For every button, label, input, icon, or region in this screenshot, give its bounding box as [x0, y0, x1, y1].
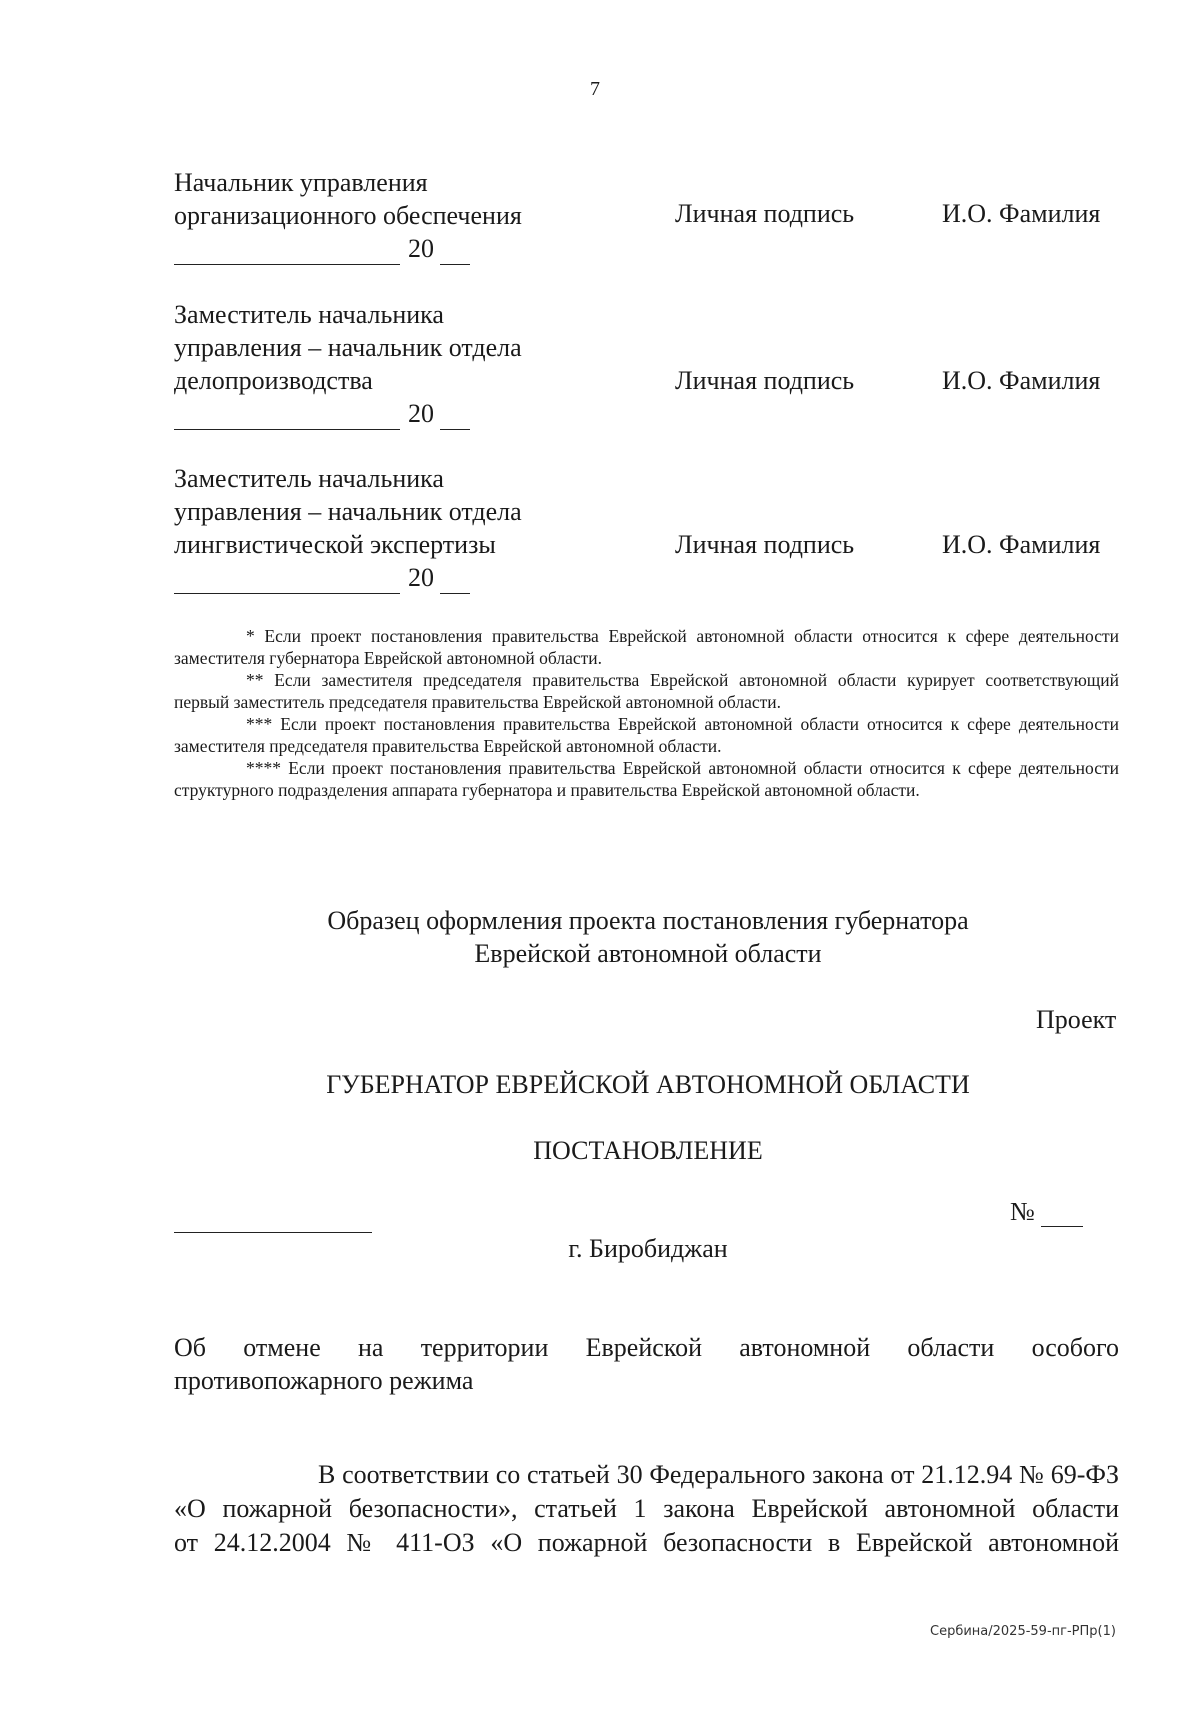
- city: г. Биробиджан: [568, 1234, 728, 1263]
- sample-title-line: Еврейской автономной области: [474, 939, 822, 968]
- signature-label-3: Личная подпись: [675, 530, 855, 559]
- subject-line: Об отмене на территории Еврейской автономной области особого: [174, 1333, 1119, 1362]
- date-year: 20: [408, 399, 434, 428]
- signature-label-2: Личная подпись: [675, 366, 855, 395]
- body-line: от 24.12.2004 № 411-ОЗ «О пожарной безопасности в Еврейской автономной: [174, 1528, 1119, 1557]
- footnote-4: **** Если проект постановления правительства Еврейской автономной области относится к сфере деятельности структурного подразделения аппарата губернатора и правительства Еврейской автономной области.: [174, 758, 1119, 800]
- date-line: [174, 397, 604, 430]
- position-line: управления – начальник отдела: [174, 497, 522, 526]
- date-blank: [174, 567, 400, 594]
- footnotes: [174, 625, 1119, 801]
- date-blank: [174, 403, 400, 430]
- position-line: Начальник управления: [174, 168, 428, 197]
- document-type-heading: ПОСТАНОВЛЕНИЕ: [533, 1136, 763, 1165]
- sample-title-line: Образец оформления проекта постановления губернатора: [327, 906, 969, 935]
- position-line: лингвистической экспертизы: [174, 530, 496, 559]
- footnote-3: *** Если проект постановления правительства Еврейской автономной области относится к сфере деятельности заместителя председателя правительства Еврейской автономной области.: [174, 714, 1119, 756]
- signature-block-1: [174, 166, 604, 265]
- position-line: организационного обеспечения: [174, 201, 522, 230]
- body-line: В соответствии со статьей 30 Федерального закона от 21.12.94 № 69-ФЗ: [318, 1460, 1119, 1489]
- body-paragraph: [174, 1458, 1119, 1560]
- footnote-2: ** Если заместителя председателя правительства Еврейской автономной области курирует соответствующий первый заместитель председателя правительства Еврейской автономной области.: [174, 670, 1119, 712]
- signature-block-3: [174, 462, 604, 594]
- signatory-name-3: И.О. Фамилия: [942, 530, 1101, 559]
- signatory-name-2: И.О. Фамилия: [942, 366, 1101, 395]
- footnote-1: * Если проект постановления правительства Еврейской автономной области относится к сфере деятельности заместителя губернатора Еврейской автономной области.: [174, 626, 1119, 668]
- page-number: 7: [590, 78, 600, 100]
- date-line: [174, 561, 604, 594]
- sample-title: [180, 904, 1116, 970]
- position-line: Заместитель начальника: [174, 300, 444, 329]
- body-line: «О пожарной безопасности», статьей 1 закона Еврейской автономной области: [174, 1494, 1119, 1523]
- year-blank: [440, 403, 470, 430]
- position-line: Заместитель начальника: [174, 464, 444, 493]
- date-line: [174, 232, 604, 265]
- document-subject: [174, 1331, 1119, 1397]
- position-line: делопроизводства: [174, 366, 373, 395]
- number-label: №: [1010, 1197, 1035, 1226]
- draft-label: Проект: [1036, 1005, 1117, 1034]
- signatory-name-1: И.О. Фамилия: [942, 199, 1101, 228]
- year-blank: [440, 567, 470, 594]
- authority-heading: ГУБЕРНАТОР ЕВРЕЙСКОЙ АВТОНОМНОЙ ОБЛАСТИ: [326, 1070, 970, 1099]
- signature-label-1: Личная подпись: [675, 199, 855, 228]
- date-blank: [174, 238, 400, 265]
- year-blank: [440, 238, 470, 265]
- subject-line: противопожарного режима: [174, 1366, 474, 1395]
- document-number: [1010, 1197, 1083, 1227]
- date-year: 20: [408, 563, 434, 592]
- footer-document-code: Сербина/2025-59-пг-РПр(1): [930, 1624, 1116, 1639]
- number-blank: [1041, 1202, 1083, 1227]
- signature-block-2: [174, 298, 604, 430]
- position-line: управления – начальник отдела: [174, 333, 522, 362]
- date-year: 20: [408, 234, 434, 263]
